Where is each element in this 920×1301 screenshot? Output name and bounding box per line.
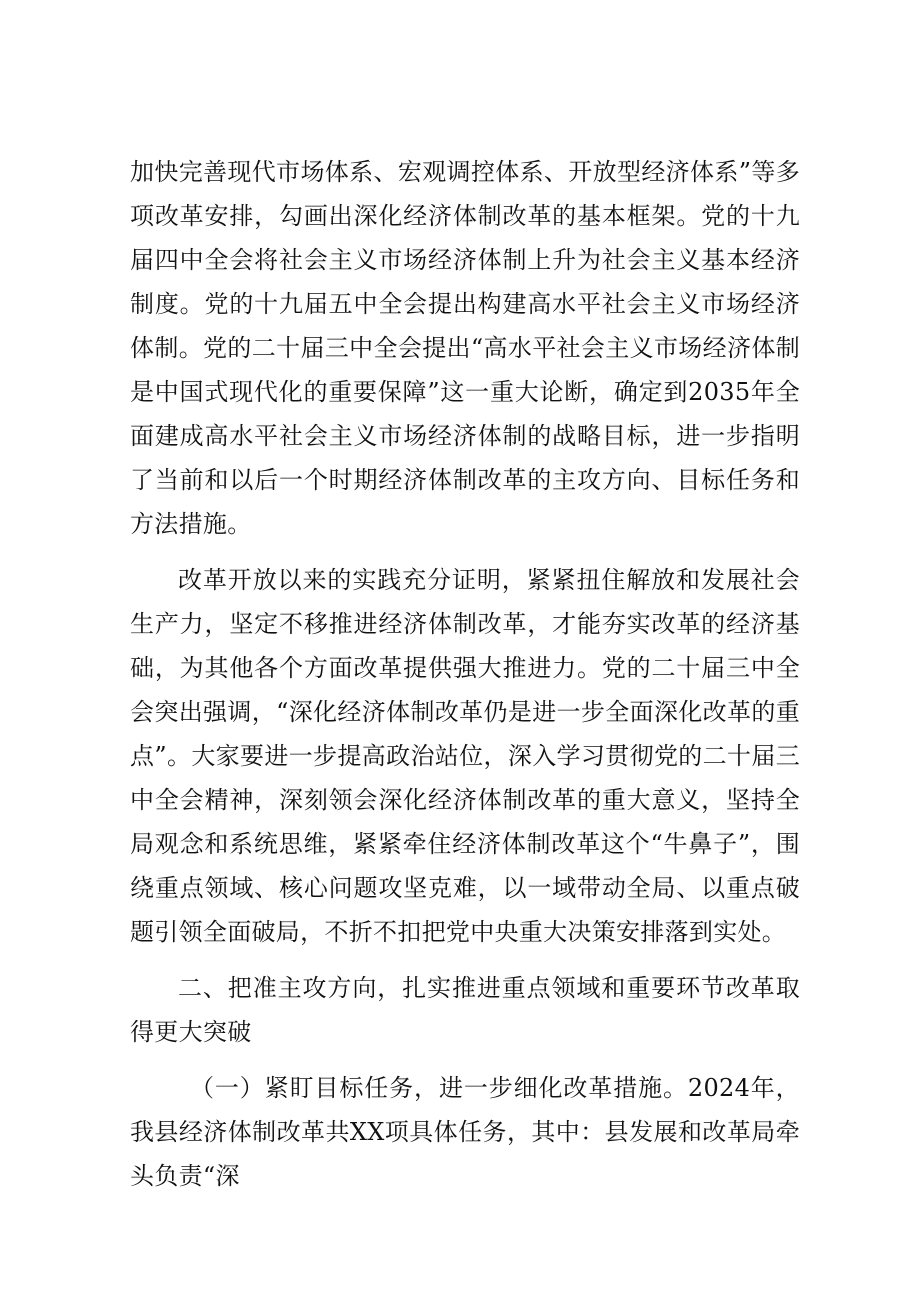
paragraph-framework: 加快完善现代市场体系、宏观调控体系、开放型经济体系”等多项改革安排，勾画出深化经济体制改革的基本框架。党的十九届四中全会将社会主义市场经济体制上升为社会主义基本经济制度。党的十九届五中全会提出构建高水平社会主义市场经济体制。党的二十届三中全会提出“高水平社会主义市场经济体制是中国式现代化的重要保障”这一重大论断，确定到2035年全面建成高水平社会主义市场经济体制的战略目标，进一步指明了当前和以后一个时期经济体制改革的主攻方向、目标任务和方法措施。: [130, 158, 800, 538]
subsection-one: （一）紧盯目标任务，进一步细化改革措施。2024年，我县经济体制改革共XX项具体任务，其中：县发展和改革局牵头负责“深: [130, 1074, 800, 1190]
document-body: [130, 150, 800, 1198]
section-heading-two: 二、把准主攻方向，扎实推进重点领域和重要环节改革取得更大突破: [130, 974, 800, 1046]
paragraph-practice: 改革开放以来的实践充分证明，紧紧扭住解放和发展社会生产力，坚定不移推进经济体制改革，才能夯实改革的经济基础，为其他各个方面改革提供强大推进力。党的二十届三中全会突出强调，“深化经济体制改革仍是进一步全面深化改革的重点”。大家要进一步提高政治站位，深入学习贯彻党的二十届三中全会精神，深刻领会深化经济体制改革的重大意义，坚持全局观念和系统思维，紧紧牵住经济体制改革这个“牛鼻子”，围绕重点领域、核心问题攻坚克难，以一域带动全局、以重点破题引领全面破局，不折不扣把党中央重大决策安排落到实处。: [130, 566, 800, 946]
